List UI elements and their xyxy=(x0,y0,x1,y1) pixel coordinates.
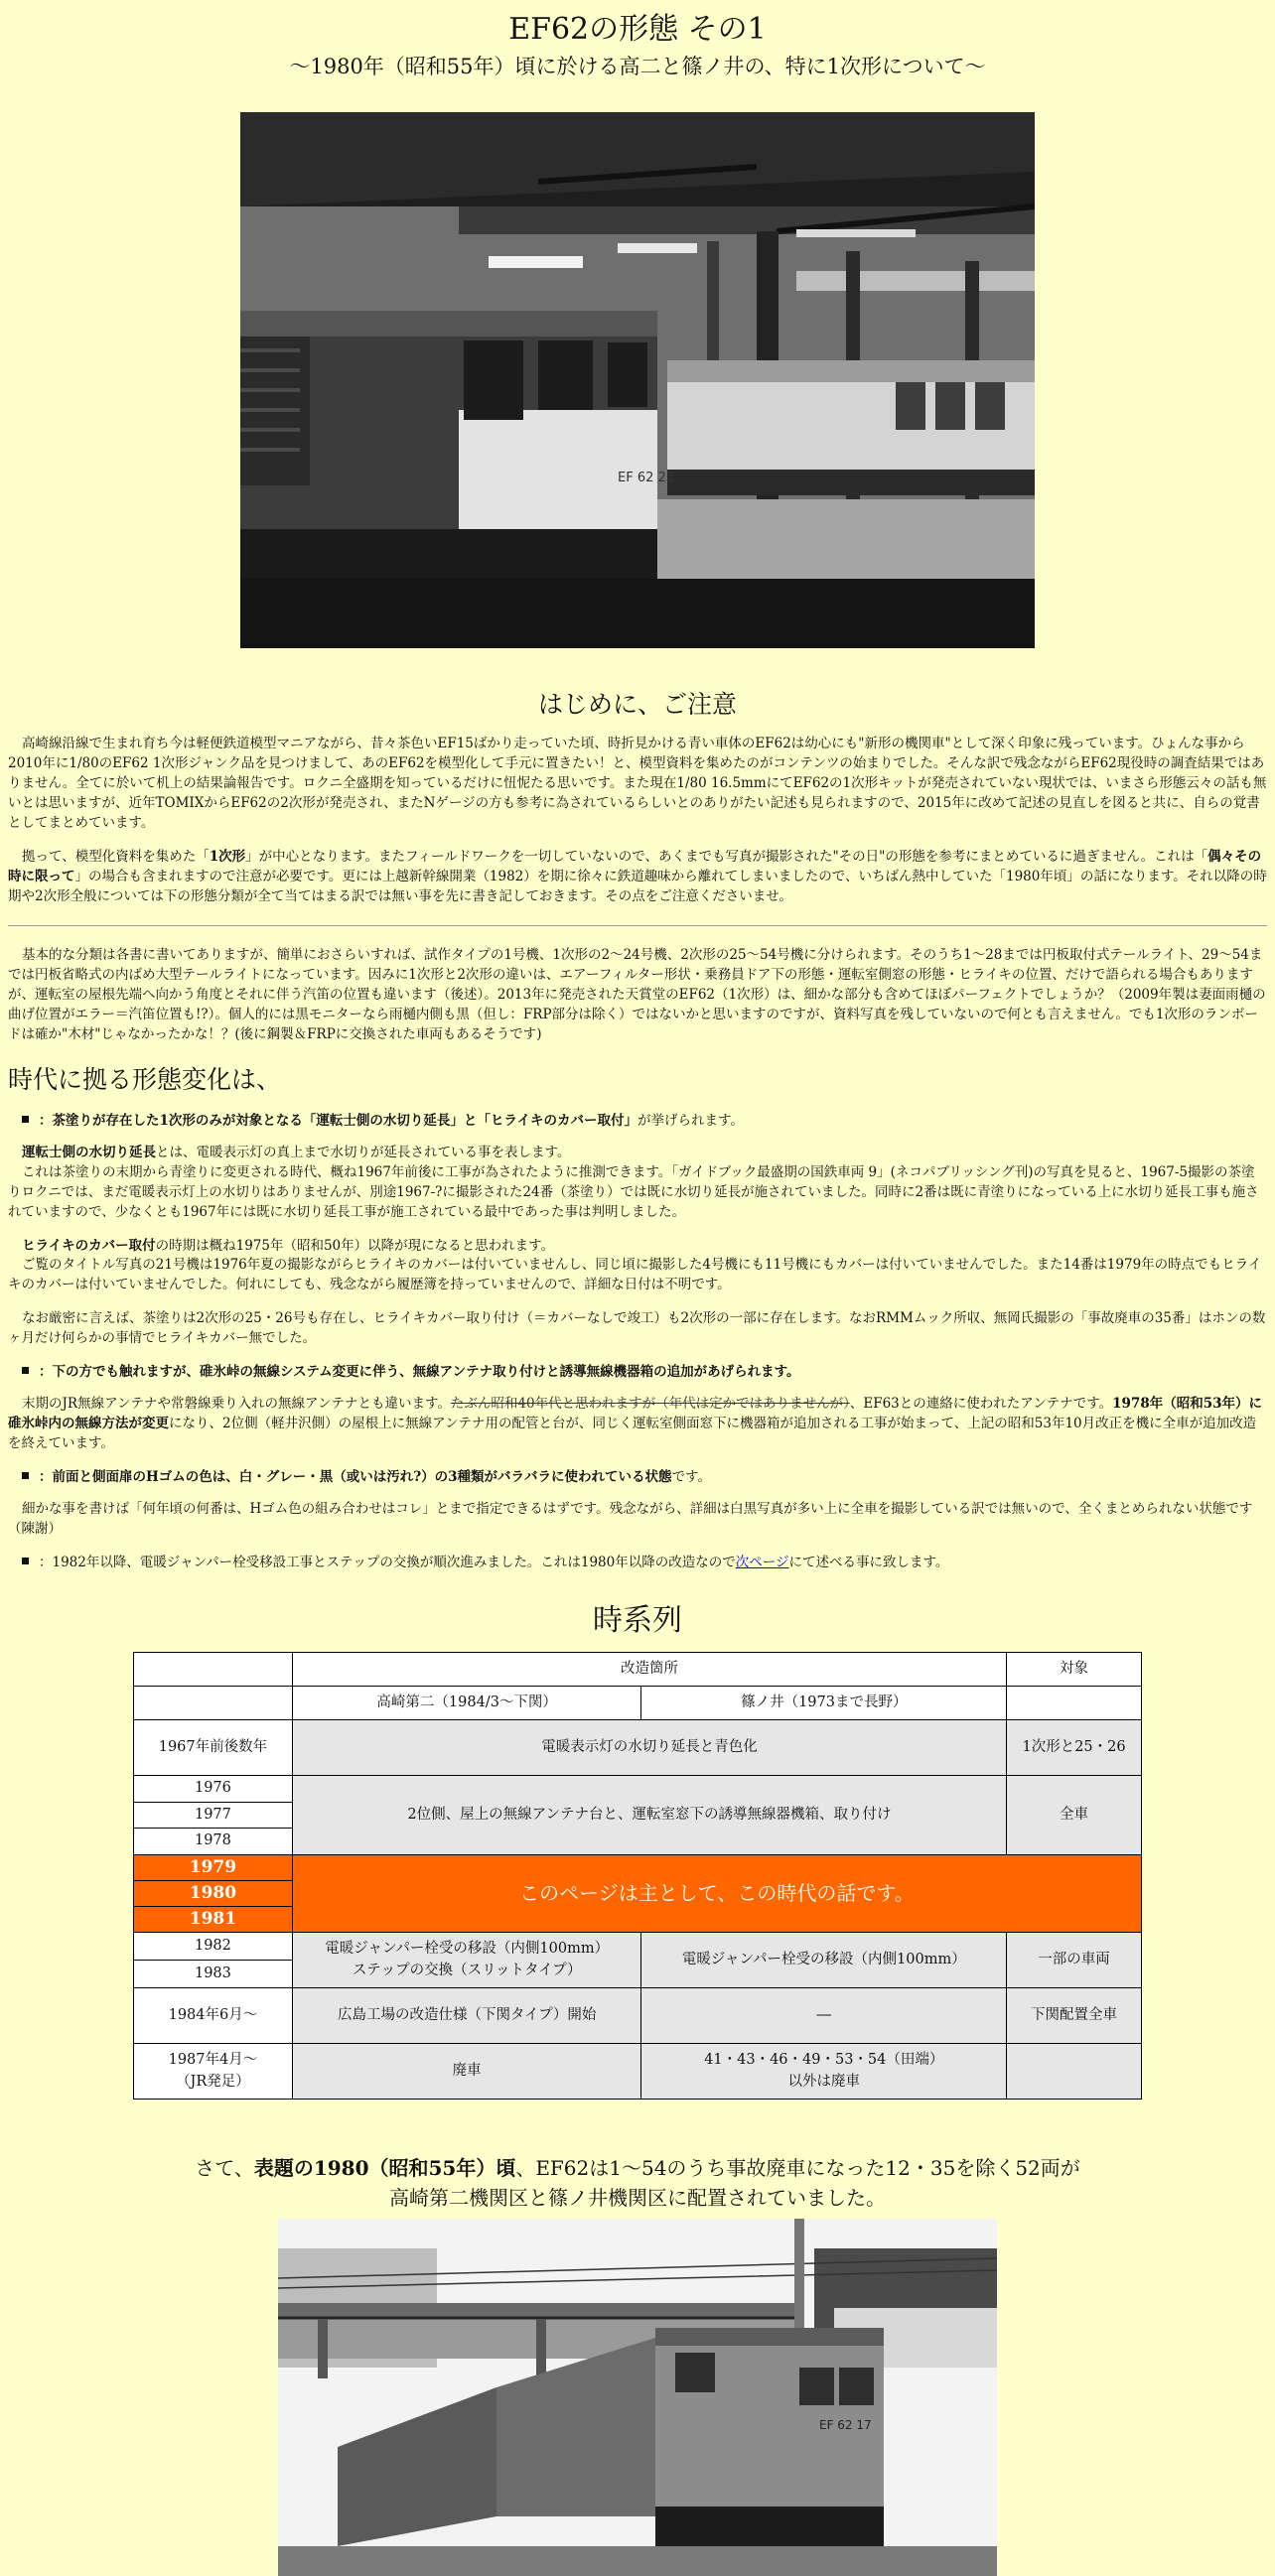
row-target: 下関配置全車 xyxy=(1007,1988,1142,2044)
bullet-1-text: が挙げられます。 xyxy=(638,1112,744,1129)
closing-text xyxy=(8,2153,1267,2213)
h-rubber-paragraph: 細かな事を書けば「何年頃の何番は、Hゴム色の組み合わせはコレ」とまで指定できるはずです。残念ながら、詳細は白黒写真が多い上に全車を撮影している訳では無いので、全くまとめられない状態です（陳謝） xyxy=(8,1501,1253,1538)
row-shinonoi-line-1: 41・43・46・49・53・54（田端） xyxy=(704,2052,944,2069)
header-shinonoi: 篠ノ井（1973まで長野） xyxy=(641,1686,1007,1719)
table-cell-empty xyxy=(134,1652,293,1686)
antenna-strike: たぶん昭和40年代と思われますが（年代は定かではありませんが） xyxy=(450,1396,850,1413)
row-shinonoi: 電暖ジャンパー栓受の移設（内側100mm） xyxy=(641,1933,1007,1988)
row-year: 1982 xyxy=(134,1933,293,1961)
highlight-note: このページは主として、この時代の話です。 xyxy=(292,1854,1141,1932)
bullet-paint-change xyxy=(8,1112,1267,1132)
bullet-jumper xyxy=(8,1554,1267,1573)
header-modification: 改造箇所 xyxy=(292,1652,1006,1686)
hiraiki-text-a: の時期は概ね1975年（昭和50年）以降が現になると思われます。 xyxy=(155,1237,555,1254)
row-target: 一部の車両 xyxy=(1007,1933,1142,1988)
row-shinonoi: ― xyxy=(641,1988,1007,2044)
row-takasaki-line-2: ステップの交換（スリットタイプ） xyxy=(352,1962,582,1978)
table-row xyxy=(134,1686,1142,1719)
row-year-highlight: 1979 xyxy=(134,1854,293,1880)
row-year: 1978 xyxy=(134,1829,293,1854)
antenna-text-a: 末期のJR無線アンテナや常磐線乗り入れの無線アンテナとも違います。 xyxy=(22,1396,451,1413)
row-year-highlight: 1981 xyxy=(134,1907,293,1933)
bullet-1-bold: ：茶塗りが存在した1次形のみが対象となる「運転士側の水切り延長」と「ヒライキのカバー取付」 xyxy=(39,1112,638,1129)
header-target: 対象 xyxy=(1007,1652,1142,1686)
mizukiri-lead: 運転士側の水切り延長 xyxy=(22,1144,156,1160)
table-row xyxy=(134,1776,1142,1802)
changes-heading: 時代に拠る形態変化は、 xyxy=(8,1064,282,1094)
bullet-3-bold: ：前面と側面扉のHゴムの色は、白・グレー・黒（或いは汚れ?）の3種類がバラバラに使われている状態 xyxy=(39,1469,672,1486)
antenna-bold: 1978年（昭和53年）に碓氷峠内の無線方法が変更 xyxy=(8,1396,1263,1432)
timeline-table xyxy=(133,1652,1142,2101)
table-row xyxy=(134,1854,1142,1880)
table-row xyxy=(134,1652,1142,1686)
row-year-highlight: 1980 xyxy=(134,1880,293,1906)
table-row xyxy=(134,1933,1142,1961)
hiraiki-note: なお厳密に言えば、茶塗りは2次形の25・26号も存在し、ヒライキカバー取り付け（＝カバーなしで竣工）も2次形の一部に存在します。なおRMMムック所収、無岡氏撮影の「事故廃車の35番」はホンの数ヶ月だけ何らかの事情でヒライキカバー無でした。 xyxy=(8,1310,1266,1347)
intro-emph-1: 1次形 xyxy=(209,848,246,865)
intro-text-e: 」の場合も含まれますので注意が必要です。更には上越新幹線開業（1982）を期に徐々に鉄道趣味から離れてしまいましたので、いちばん熱中していた「1980年頃」の話になります。それ以降の時期や2次形全般については下の形態分類が全て当てはまる訳では無い事を先に書き記しておきます。その点をご注意くださいませ。 xyxy=(8,868,1267,904)
row-target xyxy=(1007,2044,1142,2100)
next-page-link[interactable]: 次ページ xyxy=(735,1555,789,1571)
row-target: 全車 xyxy=(1007,1776,1142,1854)
antenna-text-c: になり、2位側（軽井沢側）の屋根上に無線アンテナ用の配管と台が、同じく運転室側面窓下に機器箱が追加される工事が始まって、上記の昭和53年10月改正を機に全車が追加改造を終えています。 xyxy=(8,1416,1257,1452)
row-modification: 電暖表示灯の水切り延長と青色化 xyxy=(292,1720,1006,1776)
table-row xyxy=(134,1988,1142,2044)
row-shinonoi xyxy=(641,2044,1007,2100)
intro-text-a: 拠って、模型化資料を集めた「 xyxy=(22,848,210,865)
mizukiri-detail: これは茶塗りの末期から青塗りに変更される時代、概ね1967年前後に工事が為されたように推測できます。「ガイドブック最盛期の国鉄車両 9」(ネコパブリッシング刊)の写真を見ると、1967-5撮影の茶塗りロクニでは、まだ電暖表示灯上の水切りはありませんが、別途1967-?に撮影された24番（茶塗り）では既に水切り延長が施されていました。同時に2番は既に青塗りになっている上に水切り延長工事も施されていますので、少なくとも1967年には既に水切り延長工事が施工されている最中であった事は判明しました。 xyxy=(8,1163,1259,1220)
row-year: 1967年前後数年 xyxy=(134,1720,293,1776)
closing-line-2: 高崎第二機関区と篠ノ井機関区に配置されていました。 xyxy=(389,2186,886,2211)
square-bullet-icon xyxy=(22,1367,29,1374)
title-photo-art xyxy=(240,112,1035,648)
row-year: 1977 xyxy=(134,1802,293,1828)
intro-paragraph-2 xyxy=(8,848,1267,907)
header-takasaki: 高崎第二（1984/3～下関） xyxy=(292,1686,641,1719)
row-year-line-1: 1987年4月～ xyxy=(168,2052,258,2069)
classification-paragraph: 基本的な分類は各書に書いてありますが、簡単におさらいすれば、試作タイプの1号機、1次形の2～24号機、2次形の25～54号機に分けられます。そのうち1～28までは円板取付式テールライト、29～54までは円板省略式の内ばめ大型テールライトになっています。因みに1次形と2次形の違いは、エアーフィルター形状・乗務員ドア下の形態・運転室側窓の形態・ヒライキの位置、だけで語られる場合もありますが、運転室の屋根先端へ向かう角度とそれに伴う汽笛の位置も違います（後述）。2013年に発売された天賞堂のEF62（1次形）は、細かな部分も含めてほぼパーフェクトでしょうか？（2009年製は妻面雨樋の曲げ位置がエラー＝汽笛位置も!?）。個人的には黒モニターなら雨樋内側も黒（但し：FRP部分は除く）ではないかと思いますのですが、資料写真を残していないので何とも言えません。でも1次形のランボードは確か"木材"じゃなかったかな！？(後に鋼製＆FRPに交換された車両もあるそうです) xyxy=(8,946,1266,1042)
page xyxy=(0,12,1275,2576)
bullet-2-bold: ：下の方でも触れますが、碓氷峠の無線システム変更に伴う、無線アンテナ取り付けと誘導無線機器箱の追加があげられます。 xyxy=(39,1364,800,1381)
hiraiki-detail: ご覧のタイトル写真の21号機は1976年夏の撮影ながらヒライキのカバーは付いていませんし、同じ頃に撮影した4号機にも11号機にもカバーは付いていませんでした。また14番は1979年の時点でもヒライキのカバーは付いていませんでした。何れにしても、残念ながら履歴簿を持っていませんので、詳細な日付は不明です。 xyxy=(8,1257,1262,1293)
mizukiri-paragraph xyxy=(8,1144,1267,1163)
antenna-paragraph xyxy=(8,1395,1267,1454)
bullet-radio-antenna xyxy=(8,1363,1267,1383)
photo-ef62-17 xyxy=(278,2219,997,2576)
intro-emph-2: 偶々その時に限って xyxy=(8,848,1262,884)
row-year: 1976 xyxy=(134,1776,293,1802)
row-takasaki xyxy=(292,1933,641,1988)
row-modification: 2位側、屋上の無線アンテナ台と、運転室窓下の誘導無線器機箱、取り付け xyxy=(292,1776,1006,1854)
row-year-line-2: （JR発足） xyxy=(176,2073,250,2090)
divider xyxy=(8,925,1267,926)
row-year xyxy=(134,2044,293,2100)
table-row xyxy=(134,1720,1142,1776)
page-subtitle: ～1980年（昭和55年）頃に於ける高二と篠ノ井の、特に1次形について～ xyxy=(289,55,986,78)
closing-emph: 表題の1980（昭和55年）頃 xyxy=(253,2156,516,2181)
table-row xyxy=(134,2044,1142,2100)
table-cell-empty xyxy=(1007,1686,1142,1719)
title-photo-ef62-23 xyxy=(240,112,1035,648)
square-bullet-icon xyxy=(22,1558,29,1564)
row-year: 1983 xyxy=(134,1961,293,1988)
row-takasaki-line-1: 電暖ジャンパー栓受の移設（内側100mm） xyxy=(325,1941,610,1958)
mizukiri-text-a: とは、電暖表示灯の真上まで水切りが延長されている事を表します。 xyxy=(156,1144,571,1160)
bullet-4-text: ：1982年以降、電暖ジャンパー栓受移設工事とステップの交換が順次進みました。これは1980年以降の改造なので xyxy=(39,1555,736,1571)
hiraiki-lead: ヒライキのカバー取付 xyxy=(22,1237,156,1254)
title-photo-plate: EF 62 23 xyxy=(618,471,675,486)
square-bullet-icon xyxy=(22,1472,29,1479)
photo-2-plate: EF 62 17 xyxy=(819,2418,872,2433)
bullet-4-tail: にて述べる事に致します。 xyxy=(788,1555,949,1571)
row-takasaki: 廃車 xyxy=(292,2044,641,2100)
bullet-3-text: です。 xyxy=(671,1469,711,1486)
row-shinonoi-line-2: 以外は廃車 xyxy=(787,2073,861,2090)
row-target: 1次形と25・26 xyxy=(1007,1720,1142,1776)
intro-text-c: 」が中心となります。またフィールドワークを一切していないので、あくまでも写真が撮影された"その日"の形態を参考にまとめているに過ぎません。これは「 xyxy=(245,848,1208,865)
row-year: 1984年6月～ xyxy=(134,1988,293,2044)
antenna-text-b: 、EF63との連絡に使われたアンテナです。 xyxy=(849,1396,1113,1413)
intro-heading: はじめに、ご注意 xyxy=(537,690,737,720)
table-cell-empty xyxy=(134,1686,293,1719)
timeline-heading: 時系列 xyxy=(593,1603,682,1639)
hiraiki-paragraph xyxy=(8,1237,1267,1257)
square-bullet-icon xyxy=(22,1116,29,1123)
bullet-h-rubber xyxy=(8,1468,1267,1488)
closing-text-c: 、EF62は1～54のうち事故廃車になった12・35を除く52両が xyxy=(515,2156,1080,2181)
row-takasaki: 広島工場の改造仕様（下関タイプ）開始 xyxy=(292,1988,641,2044)
intro-paragraph-1: 高崎線沿線で生まれ育ち今は軽便鉄道模型マニアながら、昔々茶色いEF15ばかり走っていた頃、時折見かける青い車体のEF62は幼心にも"新形の機関車"として深く印象に残っています。ひょんな事から2010年に1/80のEF62 1次形ジャンク品を見つけまして、あのEF62を模型化して手元に置きたい！と、模型資料を集めたのがコンテンツの始まりでした。そんな訳で残念ながらEF62現役時の調査結果ではありません。全てに於いて机上の結果論報告です。ロクニ全盛期を知っているだけに忸怩たる思いです。また現在1/80 16.5mmにてEF62の1次形キットが発売されていない現状では、いまさら形態云々の話も無いとは思いますが、近年TOMIXからEF62の2次形が発売され、またNゲージの方も参考に為されているらしいとのありがたい記述も見られますので、2015年に改めて記述の見直しを図ると共に、自らの覚書としてまとめています。 xyxy=(8,736,1267,831)
closing-text-a: さて、 xyxy=(195,2156,254,2181)
page-title: EF62の形態 その1 xyxy=(508,12,767,47)
photo-ef62-17-art xyxy=(278,2219,997,2576)
